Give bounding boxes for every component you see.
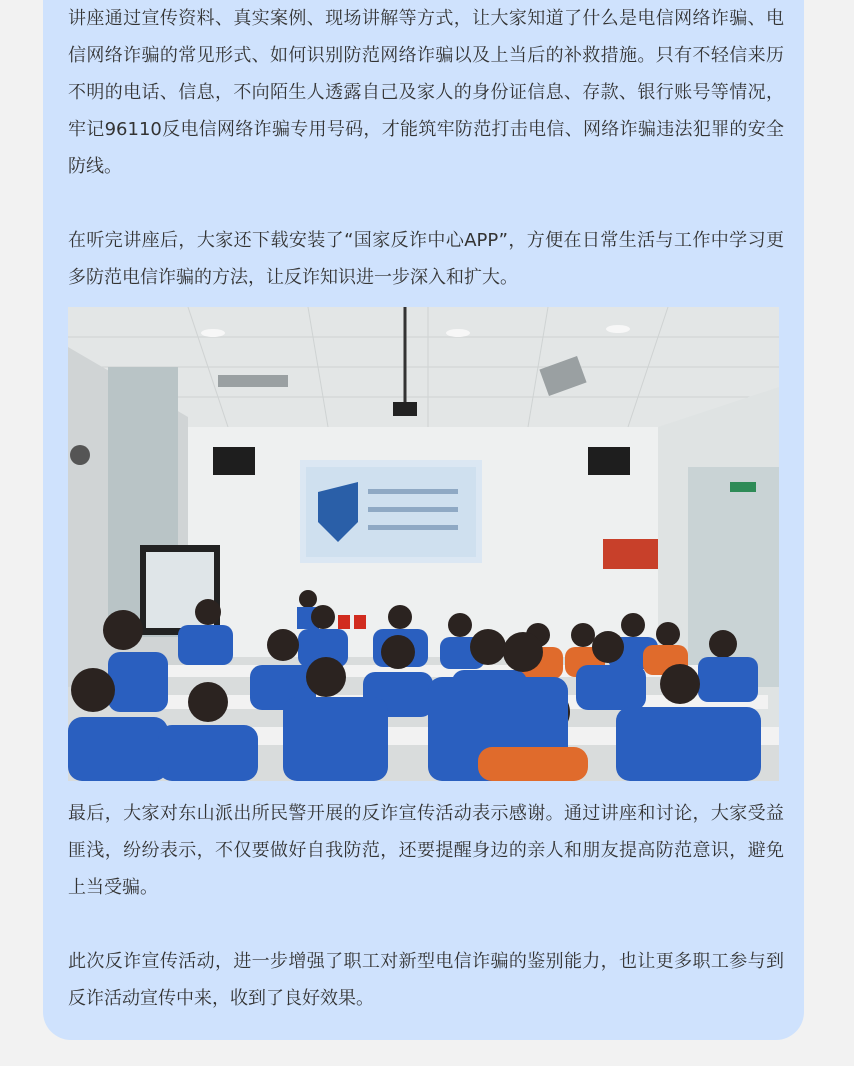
article-paragraph: 最后，大家对东山派出所民警开展的反诈宣传活动表示感谢。通过讲座和讨论，大家受益匪浅，纷纷表示，不仅要做好自我防范，还要提醒身边的亲人和朋友提高防范意识，避免上当受骗。: [68, 803, 784, 898]
article-paragraph: 在听完讲座后，大家还下载安装了“国家反诈中心APP”，方便在日常生活与工作中学习更多防范电信诈骗的方法，让反诈知识进一步深入和扩大。: [68, 230, 784, 288]
article-paragraph: 此次反诈宣传活动，进一步增强了职工对新型电信诈骗的鉴别能力，也让更多职工参与到反诈活动宣传中来，收到了良好效果。: [68, 951, 784, 1009]
article-paragraph: 讲座通过宣传资料、真实案例、现场讲解等方式，让大家知道了什么是电信网络诈骗、电信网络诈骗的常见形式、如何识别防范网络诈骗以及上当后的补救措施。只有不轻信来历不明的电话、信息，不向陌生人透露自己及家人的身份证信息、存款、银行账号等情况，牢记96110反电信网络诈骗专用号码，才能筑牢防范打击电信、网络诈骗违法犯罪的安全防线。: [68, 8, 784, 177]
lecture-photo: [68, 307, 779, 781]
